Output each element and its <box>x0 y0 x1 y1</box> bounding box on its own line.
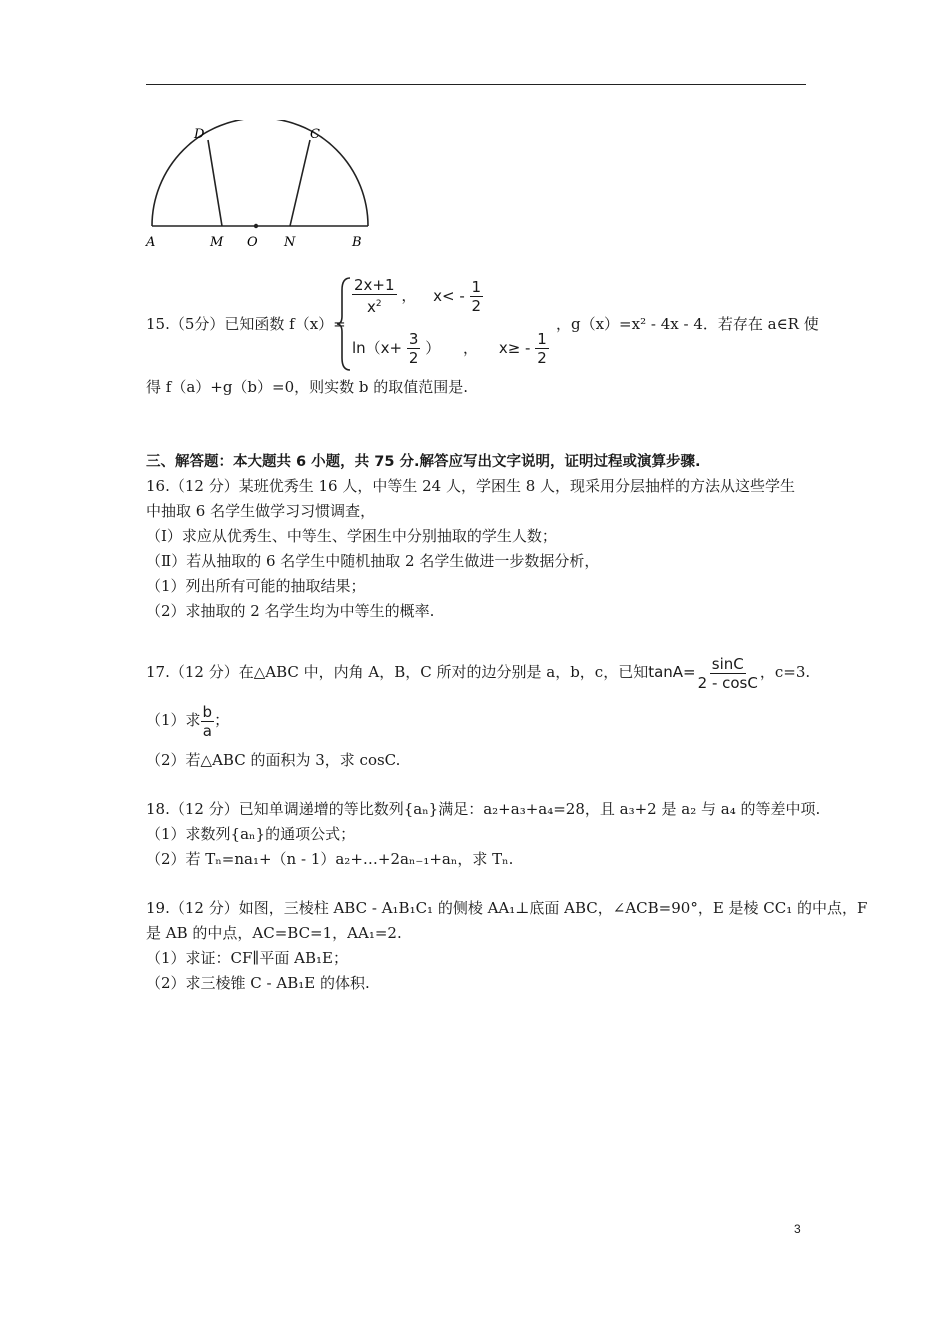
q17-den: 2 - cosC <box>697 673 758 692</box>
q16-line6: （2）求抽取的 2 名学生均为中等生的概率. <box>146 602 435 620</box>
piece2-fraction <box>407 330 421 367</box>
label-b: B <box>352 235 362 250</box>
q15-prefix: 15.（5分）已知函数 f（x）= <box>146 315 346 333</box>
piece1-denominator <box>365 295 384 316</box>
chord-dm <box>208 140 222 226</box>
piece1 <box>352 276 483 316</box>
q19-line4: （2）求三棱锥 C - AB₁E 的体积. <box>146 974 370 992</box>
header-rule <box>146 84 806 85</box>
q15-suffix: ，g（x）=x² - 4x - 4．若存在 a∈R 使 <box>556 315 819 333</box>
label-n: N <box>284 235 296 250</box>
half-num-1: 1 <box>471 277 482 296</box>
q17-pre: 17.（12 分）在△ABC 中，内角 A，B，C 所对的边分别是 a，b，c，已知 <box>146 663 649 681</box>
q18-line3: （2）若 Tₙ=na₁+（n - 1）a₂+…+2aₙ₋₁+aₙ，求 Tₙ. <box>146 850 514 868</box>
label-m: M <box>210 235 224 250</box>
q16-line1: 16.（12 分）某班优秀生 16 人，中等生 24 人，学困生 8 人，现采用分层抽样的方法从这些学生 <box>146 477 796 495</box>
q17-num: sinC <box>711 654 744 673</box>
q17-tan: tanA= <box>648 663 696 681</box>
piece1-den-exp: 2 <box>375 299 382 309</box>
piece2-expr-post: ） <box>425 339 441 357</box>
piece2-frac-num: 3 <box>408 330 419 348</box>
chord-cn <box>290 140 310 226</box>
q18-line2: （1）求数列{aₙ}的通项公式； <box>146 825 356 843</box>
piece2-frac-den: 2 <box>408 349 419 367</box>
half-den-2: 2 <box>537 349 547 367</box>
piece1-fraction <box>352 276 397 316</box>
q17-part2: （2）若△ABC 的面积为 3，求 cosC. <box>146 751 401 769</box>
q19-line1: 19.（12 分）如图，三棱柱 ABC - A₁B₁C₁ 的侧棱 AA₁⊥底面 ABC，∠ACB=90°，E 是棱 CC₁ 的中点，F <box>146 899 868 917</box>
semicircle-diagram <box>140 120 380 250</box>
q16-line3: （Ⅰ）求应从优秀生、中等生、学困生中分别抽取的学生人数； <box>146 527 557 545</box>
q15-line2: 得 f（a）+g（b）=0，则实数 b 的取值范围是. <box>146 378 469 396</box>
q18-line1: 18.（12 分）已知单调递增的等比数列{aₙ}满足：a₂+a₃+a₄=28，且 a₃+2 是 a₂ 与 a₄ 的等差中项. <box>146 800 821 818</box>
q17-post: ，c=3. <box>759 663 811 681</box>
piece2 <box>352 330 549 367</box>
piece2-condition: x≥ - <box>498 339 531 357</box>
page-number: 3 <box>794 1222 801 1236</box>
q16-line5: （1）列出所有可能的抽取结果； <box>146 577 366 595</box>
piece2-comma: ， <box>463 339 479 357</box>
section-3-heading: 三、解答题：本大题共 6 小题，共 75 分.解答应写出文字说明，证明过程或演算步骤. <box>146 454 701 470</box>
q16-line2: 中抽取 6 名学生做学习习惯调查， <box>146 502 376 520</box>
piece1-comma: ， <box>401 286 417 305</box>
half-num-2: 1 <box>537 330 547 348</box>
q17-p1-num: b <box>202 702 213 721</box>
q17-line1 <box>146 652 810 692</box>
q17-p1-den: a <box>202 721 212 740</box>
semicircle-figure <box>140 120 380 250</box>
q17-p1-post: ； <box>214 711 230 729</box>
semicircle-arc <box>152 120 368 226</box>
q19-line2: 是 AB 的中点，AC=BC=1，AA₁=2. <box>146 924 402 942</box>
center-point-o <box>254 224 258 228</box>
q19-line3: （1）求证：CF∥平面 AB₁E； <box>146 949 348 967</box>
label-a: A <box>146 235 156 250</box>
q17-part1 <box>146 700 229 740</box>
label-d: D <box>194 127 205 142</box>
q17-fraction <box>696 655 760 692</box>
piece1-half <box>470 278 484 315</box>
piece1-condition: x< - <box>433 286 465 305</box>
half-den-1: 2 <box>471 296 482 315</box>
q17-p1-pre: （1）求 <box>146 711 201 729</box>
piece1-numerator: 2x+1 <box>354 276 395 294</box>
label-o: O <box>247 235 258 250</box>
piece2-half <box>535 330 549 367</box>
piece2-expr-pre: ln（x+ <box>352 339 403 357</box>
q16-line4: （Ⅱ）若从抽取的 6 名学生中随机抽取 2 名学生做进一步数据分析， <box>146 552 600 570</box>
q17-p1-fraction <box>201 703 215 740</box>
piecewise-brace <box>336 276 352 372</box>
piece1-den-base: x <box>366 298 376 316</box>
label-c: C <box>310 127 320 142</box>
